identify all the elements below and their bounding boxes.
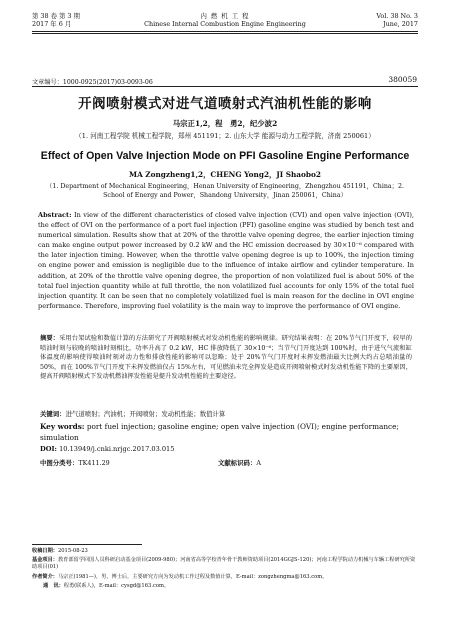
footnote-author xyxy=(32,574,418,581)
abstract-cn-label: 摘要： xyxy=(40,335,60,342)
classification-number xyxy=(40,458,110,467)
keywords-en-text: port fuel injection; gasoline engine; open valve injection (OVI); engine performance; simulation xyxy=(40,422,399,442)
header-rule-thin xyxy=(32,33,418,34)
header-rule xyxy=(32,31,418,32)
keywords-en xyxy=(40,422,412,443)
abstract-cn-text: 采用台架试验和数值计算的方法研究了开阀喷射模式对发动机性能的影响规律。研究结果表明：在 20%节气门开度下，较早的喷油时刻与较晚的喷油时刻相比，功率升高了 0.2 kW，HC 排放降低了 30×10⁻⁶；当节气门开度达到 100%时，由于进气气流和缸体温度的影响使得喷油时刻对动力性和排放性能的影响可以忽略；处于 20%节气门开度时未挥发燃油最大比例大约占总喷油量的 50%，而在 100%节气门开度下未挥发燃油仅占 15%左右，可见燃油未完全挥发是造成开阀喷射模式时发动机性能下降的主要原因，提高开阀喷射模式下发动机燃油挥发性能是提升发动机性能的主要途径。 xyxy=(40,335,413,381)
document-code xyxy=(218,458,261,467)
classification-label: 中图分类号： xyxy=(40,459,79,467)
doi-value: 10.13949/j.cnki.nrjgc.2017.03.015 xyxy=(56,445,175,453)
footnote-rule xyxy=(32,544,142,545)
fund-label: 基金项目： xyxy=(32,557,58,563)
received-date: 2015-08-23 xyxy=(57,548,88,554)
keywords-cn-label: 关键词： xyxy=(40,410,66,418)
keywords-en-label: Key words: xyxy=(40,422,85,431)
journal-name-cn: 内 燃 机 工 程 xyxy=(200,12,250,20)
affiliations-cn: （1. 河南工程学院 机械工程学院，郑州 451191；2. 山东大学 能源与动力工程学院，济南 250061） xyxy=(75,132,375,140)
title-cn: 开阀喷射模式对进气道喷射式汽油机性能的影响 xyxy=(78,97,372,112)
keywords-cn-text: 进气道喷射；汽油机；开阀喷射；发动机性能；数值计算 xyxy=(65,410,226,418)
classification-value: TK411.29 xyxy=(78,459,110,467)
header-volume-en: Vol. 38 No. 3 xyxy=(376,12,418,20)
footnote-received xyxy=(32,548,418,555)
article-id: 380059 xyxy=(388,75,417,84)
doi xyxy=(40,445,174,453)
affiliations-en: （1. Department of Mechanical Engineering，Henan University of Engineering，Zhengzhou 451191，China；2. School of Energy and Power，Shandong University，Jinan 250061，China） xyxy=(46,183,404,199)
abstract-en xyxy=(38,210,414,311)
contact-label: 通 讯： xyxy=(43,583,64,589)
abstract-en-text: In view of the different characteristics of closed valve injection (CVI) and open valve injection (OVI), the effect of OVI on the performance of a port fuel injection (PFI) gasoline engine was studied by bench test and numerical simulation. Results show that at 20% of the throttle valve opening degree, the earlier injection timing can make engine output power increased by 0.2 kW and the HC emission decreased by 30×10⁻⁶ compared with the later injection timing. However, when the throttle valve opening degree is up to 100%, the injection timing on engine power and emission is negligible due to the influence of intake airflow and cylinder temperature. In addition, at 20% of the throttle valve opening degree, the proportion of non volatilized fuel is about 50% of the total fuel injection quantity while at full throttle, the non volatilized fuel accounts for only 15% of the total fuel injection quantity. It can be seen that no completely volatilized fuel is main reason for the decline in OVI engine performance. Therefore, improving fuel volatility is the main way to improve the performance of OVI engine. xyxy=(38,211,414,310)
document-code-value: A xyxy=(256,459,261,467)
title-en: Effect of Open Valve Injection Mode on PFI Gasoline Engine Performance xyxy=(40,150,410,162)
footnote-contact xyxy=(43,583,429,590)
authors-en: MA Zongzheng1,2，CHENG Yong2，JI Shaobo2 xyxy=(129,170,321,179)
contact-text: 程勇(联系人)，E-mail：cysgd@163.com。 xyxy=(63,583,170,589)
keywords-cn xyxy=(40,409,412,418)
journal-name-en: Chinese Internal Combustion Engine Engineering xyxy=(144,20,306,28)
header-date-cn: 2017 年 6 月 xyxy=(32,20,72,28)
fund-text: 教育部留学回国人员科研启动基金项目(2009-980)；河南省高等学校青年骨干教师资助项目(2014GGJS-120)；河南工程学院动力机械与车辆工程研究所资助项目(01) xyxy=(32,557,416,571)
authors-cn: 马宗正1,2，程 勇2，纪少波2 xyxy=(172,119,278,128)
header-date-en: June, 2017 xyxy=(383,20,418,28)
abstract-en-label: Abstract: xyxy=(38,211,72,219)
footnote-fund xyxy=(32,557,418,572)
article-number: 文章编号：1000-0925(2017)03-0093-06 xyxy=(32,79,153,86)
author-bio: 马宗正(1981—)，男，博士后，主要研究方向为发动机工作过程及数值计算，E-mail：zongzhengma@163.com。 xyxy=(57,574,328,580)
received-label: 收稿日期： xyxy=(32,548,58,554)
author-label: 作者简介： xyxy=(32,574,58,580)
document-code-label: 文献标识码： xyxy=(218,459,257,467)
header-issue-en xyxy=(376,12,418,28)
meta-rule xyxy=(32,86,418,87)
abstract-cn xyxy=(40,334,412,382)
header-volume-issue: 第 38 卷 第 3 期 xyxy=(32,12,80,20)
doi-label: DOI: xyxy=(40,445,57,453)
